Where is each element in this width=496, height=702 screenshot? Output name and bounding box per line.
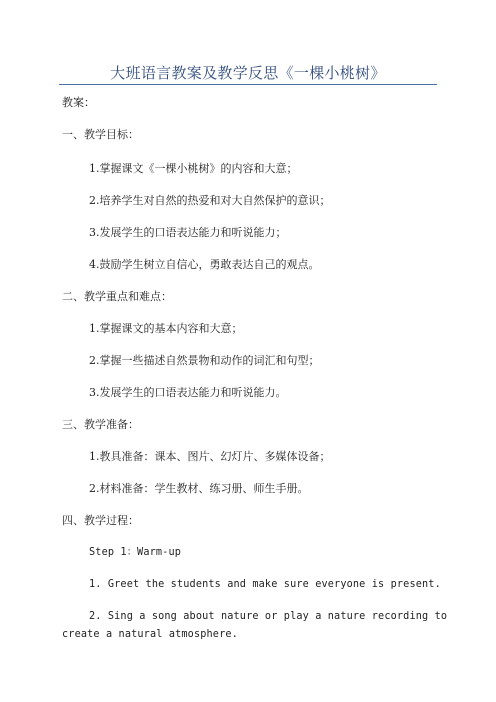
title-underline	[59, 84, 437, 85]
process-item-2-continued: create a natural atmosphere.	[62, 629, 238, 640]
step-label: Step 1：Warm-up	[89, 547, 182, 558]
intro-label: 教案：	[62, 96, 95, 109]
objective-item-1: 1.掌握课文《一棵小桃树》的内容和大意；	[89, 162, 298, 175]
section-heading-process: 四、教学过程：	[62, 514, 139, 527]
section-heading-preparation: 三、教学准备：	[62, 418, 139, 431]
preparation-item-1: 1.教具准备：课本、图片、幻灯片、多媒体设备；	[89, 450, 331, 463]
preparation-item-2: 2.材料准备：学生教材、练习册、师生手册。	[89, 482, 309, 495]
key-point-item-2: 2.掌握一些描述自然景物和动作的词汇和句型；	[89, 354, 320, 367]
section-heading-objectives: 一、教学目标：	[62, 128, 139, 141]
process-item-1: 1. Greet the students and make sure everyone is present.	[89, 579, 441, 590]
key-point-item-3: 3.发展学生的口语表达能力和听说能力。	[89, 386, 287, 399]
key-point-item-1: 1.掌握课文的基本内容和大意；	[89, 322, 243, 335]
document-title: 大班语言教案及教学反思《一棵小桃树》	[110, 64, 386, 82]
objective-item-4: 4.鼓励学生树立自信心，勇敢表达自己的观点。	[89, 258, 320, 271]
section-heading-key-points: 二、教学重点和难点：	[62, 290, 172, 303]
objective-item-2: 2.培养学生对自然的热爱和对大自然保护的意识；	[89, 194, 331, 207]
objective-item-3: 3.发展学生的口语表达能力和听说能力；	[89, 226, 287, 239]
process-item-2: 2. Sing a song about nature or play a nature recording to	[89, 611, 448, 622]
